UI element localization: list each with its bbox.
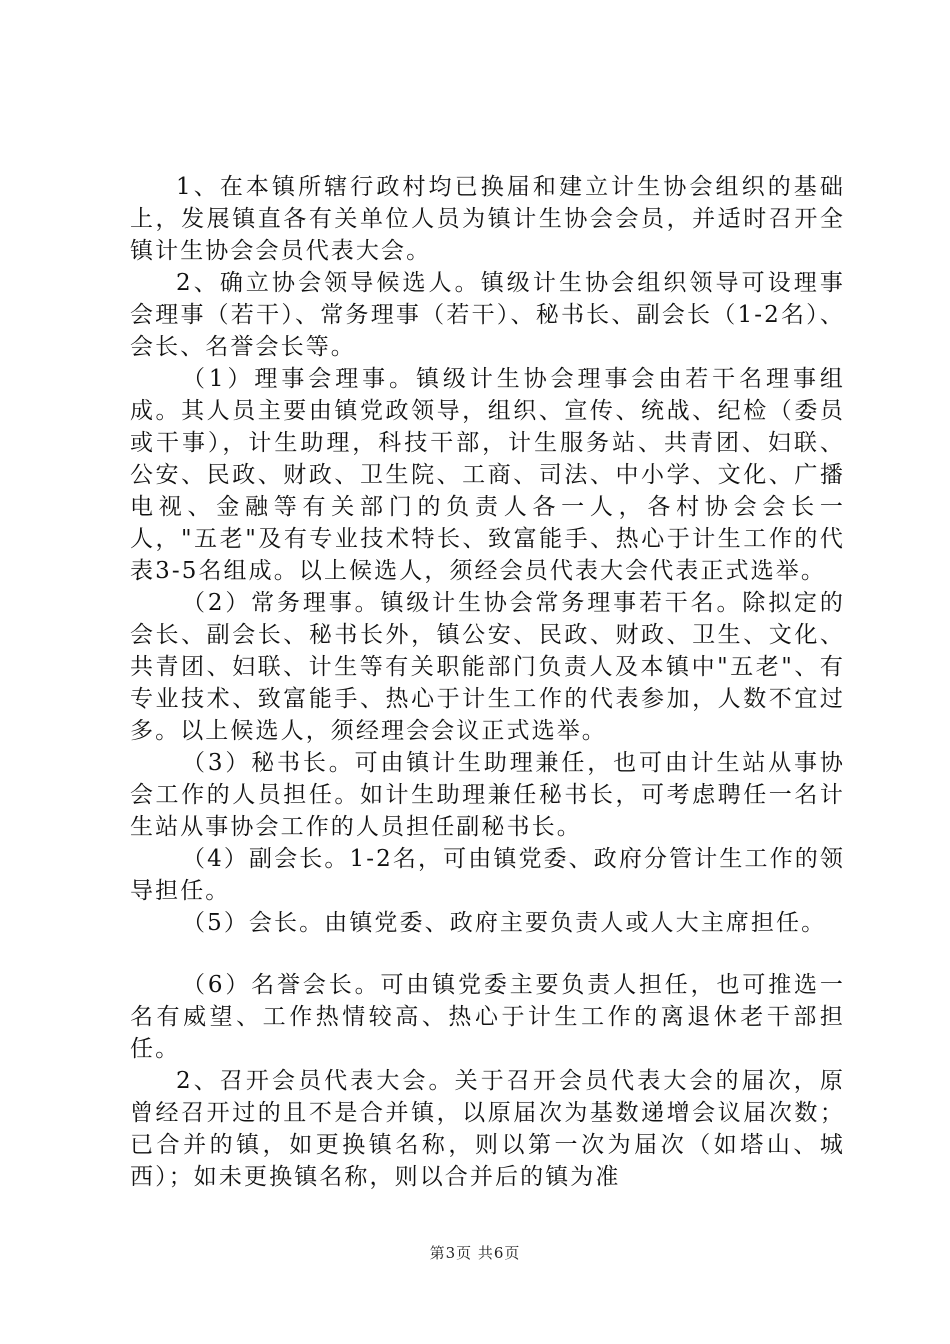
paragraph-5: （3）秘书长。可由镇计生助理兼任，也可由计生站从事协会工作的人员担任。如计生助理兼任秘书长，可考虑聘任一名计生站从事协会工作的人员担任副秘书长。	[130, 750, 845, 840]
paragraph-6: （4）副会长。1-2名，可由镇党委、政府分管计生工作的领导担任。	[130, 846, 845, 904]
paragraph-7: （5）会长。由镇党委、政府主要负责人或人大主席担任。	[182, 910, 827, 936]
paragraph-2: 2、确立协会领导候选人。镇级计生协会组织领导可设理事会理事（若干）、常务理事（若干）、秘书长、副会长（1-2名）、会长、名誉会长等。	[130, 270, 845, 360]
document-body	[130, 171, 845, 1193]
paragraph-8: （6）名誉会长。可由镇党委主要负责人担任，也可推选一名有威望、工作热情较高、热心于计生工作的离退休老干部担任。	[130, 972, 845, 1062]
paragraph-4: （2）常务理事。镇级计生协会常务理事若干名。除拟定的会长、副会长、秘书长外，镇公安、民政、财政、卫生、文化、共青团、妇联、计生等有关职能部门负责人及本镇中"五老"、有专业技术、致富能手、热心于计生工作的代表参加，人数不宜过多。以上候选人，须经理会会议正式选举。	[130, 590, 845, 744]
paragraph-1: 1、在本镇所辖行政村均已换届和建立计生协会组织的基础上，发展镇直各有关单位人员为镇计生协会会员，并适时召开全镇计生协会会员代表大会。	[130, 174, 845, 264]
paragraph-9: 2、召开会员代表大会。关于召开会员代表大会的届次，原曾经召开过的且不是合并镇，以原届次为基数递增会议届次数；已合并的镇，如更换镇名称，则以第一次为届次（如塔山、城西）；如未更换镇名称，则以合并后的镇为准	[130, 1068, 845, 1190]
paragraph-3: （1）理事会理事。镇级计生协会理事会由若干名理事组成。其人员主要由镇党政领导，组织、宣传、统战、纪检（委员或干事），计生助理，科技干部，计生服务站、共青团、妇联、公安、民政、财政、卫生院、工商、司法、中小学、文化、广播电视、金融等有关部门的负责人各一人，各村协会会长一人，"五老"及有专业技术特长、致富能手、热心于计生工作的代表3-5名组成。以上候选人，须经会员代表大会代表正式选举。	[130, 366, 845, 584]
page-number: 第3页 共6页	[429, 1244, 521, 1262]
